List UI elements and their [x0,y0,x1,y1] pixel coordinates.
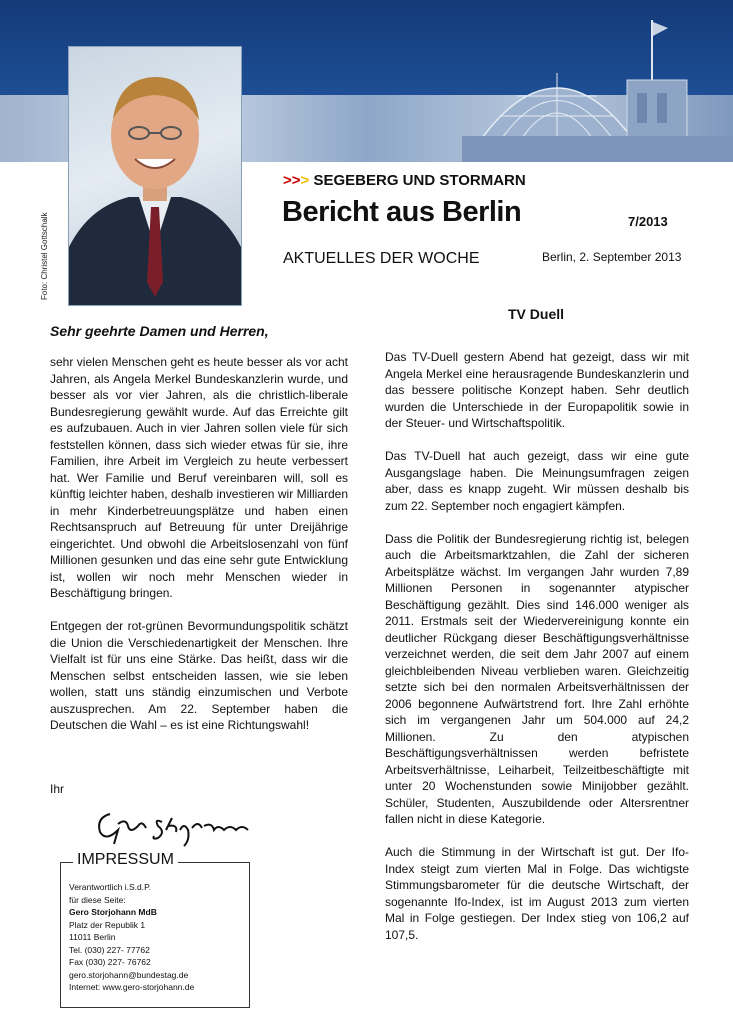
publication-date: Berlin, 2. September 2013 [542,250,682,264]
impressum-title: IMPRESSUM [73,851,178,869]
right-article [385,349,689,960]
impressum-box [60,851,250,1008]
left-paragraph: sehr vielen Menschen geht es heute besser als vor acht Jahren, als Angela Merkel Bundeskanzlerin wurde, und besser als vor vier Jahren, als die christlich-liberale Bundesregierung gewählt wurde. Auf das Erreichte gilt es aufzubauen. Auch in vier Jahren sollen viele für sich feststellen können, dass sich wieder etwas für sie, ihre Familien, ihre Arbeit im Vergleich zu heute verbessert hat. Wer Familie und Beruf vereinbaren will, soll es künftig leichter haben, deshalb investieren wir Milliarden in mehr Kinderbetreuungsplätze und haben einen Rechtsanspruch auf Betreuung für unter Dreijährige eingerichtet. Und obwohl die Arbeitslosenzahl von fünf Millionen gesunken und das eine sehr gute Entwicklung ist, wollen wir noch mehr Menschen wieder in Beschäftigung bringen. [50,355,348,600]
region-label: SEGEBERG UND STORMARN [313,172,526,189]
signature-image [92,800,262,850]
issue-number: 7/2013 [628,214,668,229]
reichstag-dome-illustration [462,18,733,162]
impressum-line: Verantwortlich i.S.d.P. [69,882,152,892]
portrait-illustration [69,47,241,305]
impressum-line: 11011 Berlin [69,932,116,942]
impressum-details [69,881,194,994]
newsletter-title: Bericht aus Berlin [282,196,522,228]
impressum-name: Gero Storjohann MdB [69,907,157,917]
right-paragraph: Das TV-Duell gestern Abend hat gezeigt, dass wir mit Angela Merkel eine herausragende Bundeskanzlerin und das bessere politische Konzept haben. Sehr deutlich wurden die Unterschiede in der Europapolitik sowie in der Steuer- und Wirtschaftspolitik. [385,350,689,430]
article-heading: TV Duell [508,306,565,322]
newsletter-subtitle: AKTUELLES DER WOCHE [283,250,480,267]
impressum-line: Platz der Republik 1 [69,919,146,930]
arrow-yellow-icon: > [300,172,310,189]
impressum-email: gero.storjohann@bundestag.de [69,969,189,980]
left-paragraph: Entgegen der rot-grünen Bevormundungspolitik schätzt die Union die Verschiedenartigkeit der Menschen. Ihre Vielfalt ist für uns eine Stärke. Das heißt, dass wir die Menschen selbst entscheiden lassen, wie sie leben wollen, statt uns ständig einzumischen und Verbote auszusprechen. Am 22. September haben die Deutschen die Wahl – es ist eine Richtungswahl! [50,619,348,732]
right-paragraph: Dass die Politik der Bundesregierung richtig ist, belegen auch die Arbeitsmarktzahlen, die Zahl der sicheren Arbeitsplätze wächst. Im vergangen Jahr wurden 7,89 Millionen Personen in sogenannter atypischer Beschäftigung gezählt. Dies sind 146.000 weniger als 2011. Erstmals seit der Wiedervereinigung konnte ein deutlicher Rückgang dieser Beschäftigungsverhältnisse verzeichnet werden, die seit dem Jahr 2007 auf einem gleichbleibenden Niveau verblieben waren. Gleichzeitig setzte sich bei den normalen Arbeitsverhältnissen der 2006 begonnene Aufwärtstrend fort. Ihre Zahl erhöhte sich im vergangenen Jahr um 504.000 auf 24,2 Millionen. Zu den atypischen Beschäftigungsverhältnissen werden befristete Arbeitsverhältnisse, Leiharbeit, Teilzeitbeschäftigte mit unter 20 Wochenstunden sowie Minijobber gezählt. Schüler, Studenten, Auszubildende oder Altersrentner fallen nicht in diese Kategorie. [385,531,689,826]
left-article [50,354,348,750]
impressum-website: Internet: www.gero-storjohann.de [69,982,195,992]
arrow-red-icon: > [291,172,301,189]
arrow-red-icon: > [283,172,292,189]
right-paragraph: Auch die Stimmung in der Wirtschaft ist gut. Der Ifo-Index steigt zum vierten Mal in Folge. Das wichtigste Stimmungsbarometer für die deutsche Wirtschaft, der sogenannte Ifo-Index, ist im August 2013 zum vierten Mal in Folge gestiegen. Der Index stieg von 106,2 auf 107,5. [385,845,689,942]
photo-credit: Foto: Christel Gottschalk [40,212,49,300]
impressum-line: für diese Seite: [69,894,126,905]
closing: Ihr [50,782,65,796]
right-paragraph: Das TV-Duell hat auch gezeigt, dass wir eine gute Ausgangslage haben. Die Meinungsumfragen zeigen aber, dass es knapp zugeht. Wir müssen deshalb bis zum 22. September noch engagiert kämpfen. [385,449,689,513]
kicker-line [283,172,526,189]
impressum-phone: Tel. (030) 227- 77762 [69,944,150,955]
impressum-fax: Fax (030) 227- 76762 [69,957,151,967]
portrait-photo [68,46,242,306]
greeting: Sehr geehrte Damen und Herren, [50,323,269,339]
